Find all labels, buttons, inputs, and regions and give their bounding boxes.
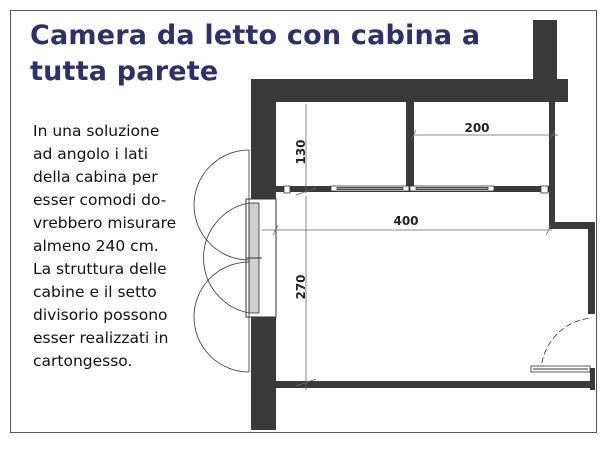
title-line-1: Camera da letto con cabina a bbox=[30, 20, 481, 51]
description-line: esser realizzati in bbox=[33, 329, 169, 347]
description-line: divisorio possono bbox=[33, 306, 168, 324]
dimension-label-wardrobe-depth: 130 bbox=[294, 139, 308, 165]
description-line: In una soluzione bbox=[33, 122, 160, 140]
description-line: cartongesso. bbox=[33, 352, 133, 370]
right-wall-upper bbox=[549, 100, 555, 228]
description-line: La struttura delle bbox=[33, 260, 167, 278]
entrance-door bbox=[531, 318, 592, 372]
chimney-wall bbox=[533, 20, 557, 80]
dimension-label-cabin-width: 200 bbox=[464, 121, 490, 135]
description-line: vrebbero misurare bbox=[33, 214, 177, 232]
dimension-label-room-width: 400 bbox=[393, 214, 419, 228]
description-line: ad angolo i lati bbox=[33, 145, 149, 163]
left-wall-upper bbox=[251, 79, 276, 201]
left-wall-lower bbox=[251, 315, 276, 430]
dimension-label-room-depth: 270 bbox=[294, 274, 308, 300]
description-line: almeno 240 cm. bbox=[33, 237, 159, 255]
right-wall-step bbox=[549, 222, 594, 229]
description-line: esser comodi do- bbox=[33, 191, 167, 209]
cabin-divider bbox=[406, 100, 414, 190]
title-line-2: tutta parete bbox=[30, 56, 219, 87]
description-line: della cabina per bbox=[33, 168, 158, 186]
top-wall bbox=[251, 79, 568, 102]
bottom-wall bbox=[276, 381, 595, 388]
description-line: cabine e il setto bbox=[33, 283, 157, 301]
right-wall-lower bbox=[588, 222, 595, 314]
